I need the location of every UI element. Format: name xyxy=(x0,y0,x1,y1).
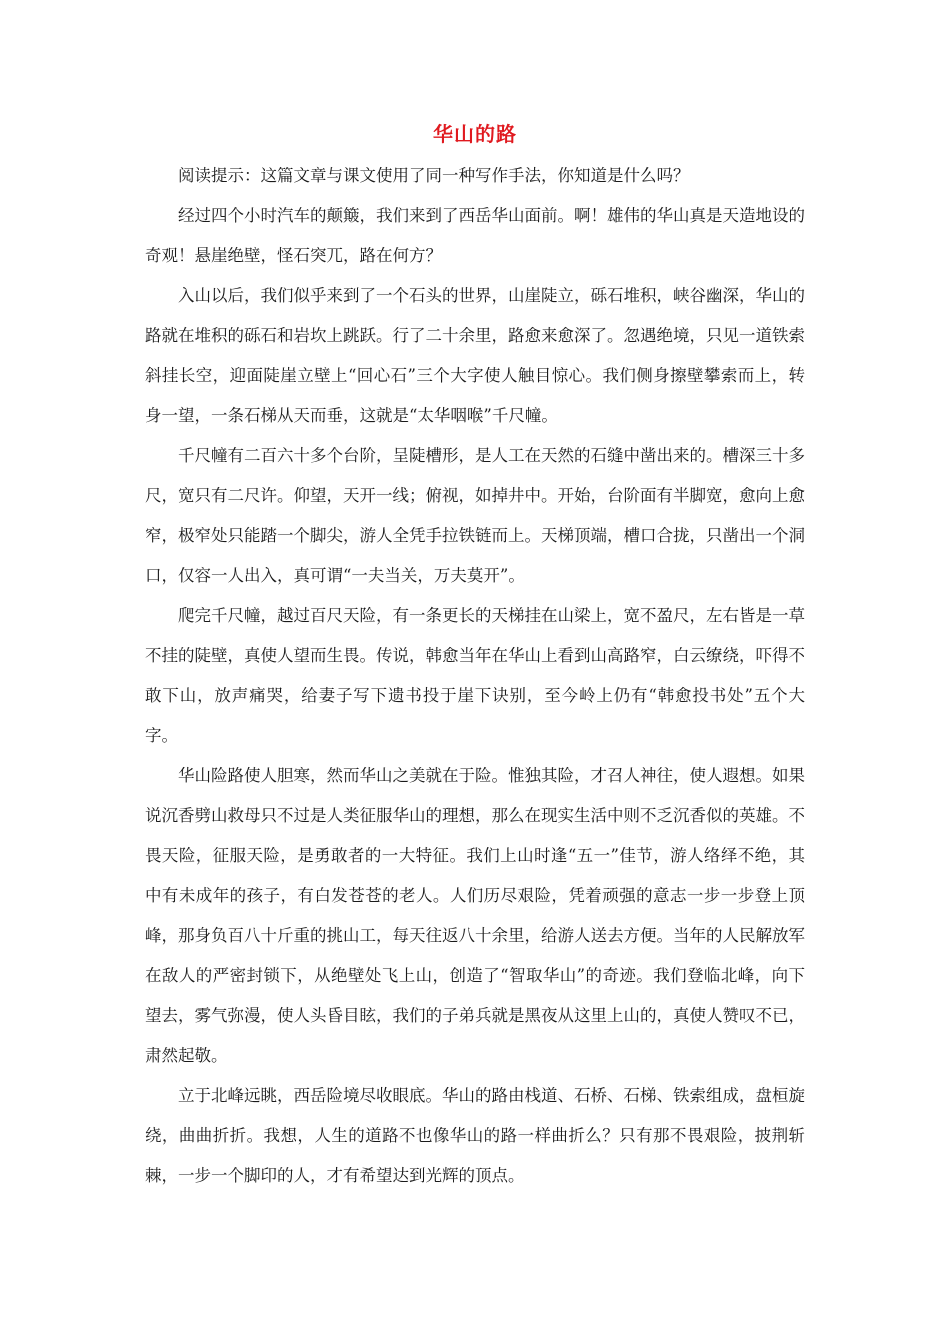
document-page xyxy=(145,118,805,1196)
paragraph-1: 经过四个小时汽车的颠簸，我们来到了西岳华山面前。啊！雄伟的华山真是天造地设的奇观！悬崖绝壁，怪石突兀，路在何方？ xyxy=(145,206,805,265)
reading-hint: 阅读提示：这篇文章与课文使用了同一种写作手法，你知道是什么吗？ xyxy=(178,166,690,185)
paragraph-3: 千尺幢有二百六十多个台阶，呈陡槽形，是人工在天然的石缝中凿出来的。槽深三十多尺，宽只有二尺许。仰望，天开一线；俯视，如掉井中。开始，台阶面有半脚宽，愈向上愈窄，极窄处只能踏一个脚尖，游人全凭手拉铁链而上。天梯顶端，槽口合拢，只凿出一个洞口，仅容一人出入，真可谓“一夫当关，万夫莫开”。 xyxy=(145,446,805,585)
paragraph-2: 入山以后，我们似乎来到了一个石头的世界，山崖陡立，砾石堆积，峡谷幽深，华山的路就在堆积的砾石和岩坎上跳跃。行了二十余里，路愈来愈深了。忽遇绝境，只见一道铁索斜挂长空，迎面陡崖立壁上“回心石”三个大字使人触目惊心。我们侧身擦壁攀索而上，转身一望，一条石梯从天而垂，这就是“太华咽喉”千尺幢。 xyxy=(145,286,805,425)
paragraph-5: 华山险路使人胆寒，然而华山之美就在于险。惟独其险，才召人神往，使人遐想。如果说沉香劈山救母只不过是人类征服华山的理想，那么在现实生活中则不乏沉香似的英雄。不畏天险，征服天险，是勇敢者的一大特征。我们上山时逢“五一”佳节，游人络绎不绝，其中有未成年的孩子，有白发苍苍的老人。人们历尽艰险，凭着顽强的意志一步一步登上顶峰，那身负百八十斤重的挑山工，每天往返八十余里，给游人送去方便。当年的人民解放军在敌人的严密封锁下，从绝壁处飞上山，创造了“智取华山”的奇迹。我们登临北峰，向下望去，雾气弥漫，使人头昏目眩，我们的子弟兵就是黑夜从这里上山的，真使人赞叹不已，肃然起敬。 xyxy=(145,766,805,1065)
paragraph-4: 爬完千尺幢，越过百尺天险，有一条更长的天梯挂在山梁上，宽不盈尺，左右皆是一草不挂的陡壁，真使人望而生畏。传说，韩愈当年在华山上看到山高路窄，白云缭绕，吓得不敢下山，放声痛哭，给妻子写下遗书投于崖下诀别，至今岭上仍有“韩愈投书处”五个大字。 xyxy=(145,606,805,745)
paragraph-6: 立于北峰远眺，西岳险境尽收眼底。华山的路由栈道、石桥、石梯、铁索组成，盘桓旋绕，曲曲折折。我想，人生的道路不也像华山的路一样曲折么？只有那不畏艰险，披荆斩棘，一步一个脚印的人，才有希望达到光辉的顶点。 xyxy=(145,1086,805,1185)
document-title: 华山的路 xyxy=(433,122,517,146)
